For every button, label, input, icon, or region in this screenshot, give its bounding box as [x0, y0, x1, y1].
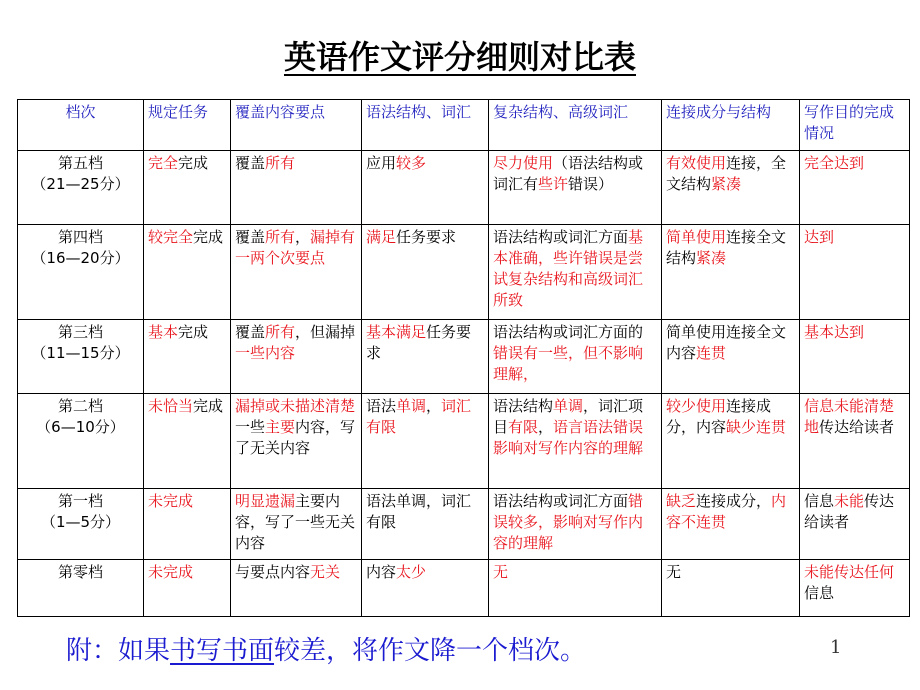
criteria-cell-coverage [231, 151, 362, 225]
cell-text: 任务要求 [366, 323, 472, 362]
footnote-prefix: 附：如果 [66, 636, 171, 666]
highlight-text: 太少 [396, 563, 427, 581]
highlight-text: 所有 [265, 228, 296, 246]
criteria-cell-purpose [800, 320, 910, 394]
cell-text: 语法结构或词汇方面 [493, 228, 629, 246]
level-score-range: （11—15分） [31, 344, 130, 362]
highlight-text: 满足 [366, 228, 397, 246]
highlight-text: 紧凑 [711, 175, 742, 193]
criteria-cell-task [144, 320, 231, 394]
page-number: 1 [830, 637, 842, 658]
level-cell [18, 560, 144, 617]
cell-text: 一些 [235, 418, 266, 436]
highlight-text: 达到 [804, 228, 835, 246]
criteria-cell-task [144, 394, 231, 489]
highlight-text: 漏掉有一两个次要点 [235, 228, 356, 267]
table-row [18, 225, 910, 320]
criteria-cell-grammar [362, 225, 489, 320]
level-name: 第三档 [57, 323, 103, 341]
criteria-cell-task [144, 151, 231, 225]
highlight-text: 所有 [265, 323, 296, 341]
footnote [66, 630, 586, 667]
highlight-text: 内容不连贯 [666, 492, 787, 531]
cell-text: 连接成分， [696, 492, 772, 510]
level-cell [18, 320, 144, 394]
criteria-cell-grammar [362, 489, 489, 560]
criteria-cell-coverage [231, 489, 362, 560]
table-row [18, 394, 910, 489]
cell-text: 无 [666, 563, 682, 581]
highlight-text: 尽力使用 [493, 154, 554, 172]
scoring-table [17, 99, 910, 617]
highlight-text: 未完成 [148, 563, 194, 581]
table-row [18, 151, 910, 225]
highlight-text: 紧凑 [696, 249, 727, 267]
highlight-text: 基本准确，些许错误是尝试复杂结构和高级词汇所致 [493, 228, 644, 309]
highlight-text: 较多 [396, 154, 427, 172]
criteria-cell-complex [489, 560, 662, 617]
criteria-cell-cohesion [662, 151, 800, 225]
criteria-cell-complex [489, 320, 662, 394]
criteria-cell-cohesion [662, 225, 800, 320]
highlight-text: 主要 [265, 418, 296, 436]
cell-text: ，词汇项目 [493, 397, 644, 436]
highlight-text: 错误有一些，但不影响理解， [493, 344, 644, 383]
level-score-range: （21—25分） [31, 175, 130, 193]
level-name: 第一档 [57, 492, 103, 510]
criteria-cell-coverage [231, 225, 362, 320]
criteria-cell-task [144, 225, 231, 320]
criteria-cell-coverage [231, 320, 362, 394]
page-title: 英语作文评分细则对比表 [283, 38, 636, 76]
cell-text: 传达给读者 [819, 418, 895, 436]
criteria-cell-complex [489, 394, 662, 489]
cell-text: ， [295, 228, 311, 246]
cell-text: 完成 [193, 397, 224, 415]
highlight-text: 错误较多，影响对写作内容的理解 [493, 492, 644, 552]
highlight-text: 一些内容 [235, 344, 296, 362]
criteria-cell-complex [489, 225, 662, 320]
highlight-text: 所有 [265, 154, 296, 172]
highlight-text: 未完成 [148, 492, 194, 510]
criteria-cell-purpose [800, 151, 910, 225]
criteria-cell-cohesion [662, 394, 800, 489]
highlight-text: 连贯 [696, 344, 727, 362]
criteria-cell-purpose [800, 489, 910, 560]
level-score-range: （1—5分） [40, 513, 121, 531]
cell-text: ，但漏掉 [295, 323, 356, 341]
highlight-text: 简单使用 [666, 228, 727, 246]
highlight-text: 较完全 [148, 228, 194, 246]
cell-text: 覆盖 [235, 323, 266, 341]
level-name: 第五档 [57, 154, 103, 172]
highlight-text: 未能传达任何 [804, 563, 895, 581]
header-cohesion: 连接成分与结构 [662, 100, 800, 151]
criteria-cell-cohesion [662, 320, 800, 394]
footnote-suffix: 较差，将作文降一个档次。 [274, 636, 587, 666]
highlight-text: 未恰当 [148, 397, 194, 415]
header-level: 档次 [18, 100, 144, 151]
cell-text: 语法单调，词汇有限 [366, 492, 472, 531]
highlight-text: 语言语法错误影响对写作内容的理解 [493, 418, 644, 457]
cell-text: 应用 [366, 154, 397, 172]
highlight-text: 基本达到 [804, 323, 865, 341]
header-purpose: 写作目的完成情况 [800, 100, 910, 151]
cell-text: 信息 [804, 492, 835, 510]
cell-text: 与要点内容 [235, 563, 311, 581]
cell-text: 主要内容，写了一些无关内容 [235, 492, 356, 552]
criteria-cell-grammar [362, 151, 489, 225]
cell-text: ， [426, 397, 442, 415]
cell-text: 覆盖 [235, 228, 266, 246]
level-score-range: （6—10分） [36, 418, 125, 436]
criteria-cell-task [144, 489, 231, 560]
highlight-text: 缺少连贯 [726, 418, 787, 436]
criteria-cell-grammar [362, 320, 489, 394]
criteria-cell-purpose [800, 394, 910, 489]
criteria-cell-cohesion [662, 560, 800, 617]
footnote-underlined: 书写书面 [170, 636, 275, 666]
criteria-cell-purpose [800, 225, 910, 320]
criteria-cell-complex [489, 151, 662, 225]
criteria-cell-cohesion [662, 489, 800, 560]
cell-text: 完成 [193, 228, 224, 246]
cell-text: 语法结构或词汇方面 [493, 492, 629, 510]
cell-text: 覆盖 [235, 154, 266, 172]
level-cell [18, 489, 144, 560]
highlight-text: 词汇有限 [366, 397, 472, 436]
highlight-text: 无关 [310, 563, 341, 581]
criteria-cell-coverage [231, 560, 362, 617]
criteria-cell-purpose [800, 560, 910, 617]
cell-text: 语法结构 [493, 397, 554, 415]
header-coverage: 覆盖内容要点 [231, 100, 362, 151]
table-row [18, 560, 910, 617]
cell-text: ， [538, 418, 554, 436]
highlight-text: 完全达到 [804, 154, 865, 172]
highlight-text: 有效使用 [666, 154, 727, 172]
header-grammar: 语法结构、词汇 [362, 100, 489, 151]
cell-text: 连接，全文结构 [666, 154, 787, 193]
highlight-text: 漏掉或未描述清楚 [235, 397, 356, 415]
table-row [18, 320, 910, 394]
highlight-text: 完全 [148, 154, 179, 172]
highlight-text: 基本满足 [366, 323, 427, 341]
cell-text: （语法结构或词汇有 [493, 154, 644, 193]
table-header-row [18, 100, 910, 151]
highlight-text: 有限 [508, 418, 539, 436]
criteria-cell-complex [489, 489, 662, 560]
level-score-range: （16—20分） [31, 249, 130, 267]
header-task: 规定任务 [144, 100, 231, 151]
highlight-text: 未能 [834, 492, 865, 510]
level-cell [18, 394, 144, 489]
table-row [18, 489, 910, 560]
highlight-text: 明显遗漏 [235, 492, 296, 510]
cell-text: 内容 [366, 563, 397, 581]
level-cell [18, 151, 144, 225]
cell-text: 内容，写了无关内容 [235, 418, 356, 457]
highlight-text: 信息未能清楚地 [804, 397, 895, 436]
cell-text: 传达给读者 [804, 492, 895, 531]
highlight-text: 无 [493, 563, 509, 581]
highlight-text: 基本 [148, 323, 179, 341]
header-complex: 复杂结构、高级词汇 [489, 100, 662, 151]
criteria-cell-grammar [362, 394, 489, 489]
cell-text: 完成 [178, 323, 209, 341]
highlight-text: 较少使用 [666, 397, 727, 415]
level-name: 第四档 [57, 228, 103, 246]
highlight-text: 缺乏 [666, 492, 697, 510]
highlight-text: 些许 [538, 175, 569, 193]
cell-text: 语法 [366, 397, 397, 415]
cell-text: 简单使用连接全文内容 [666, 323, 787, 362]
criteria-cell-task [144, 560, 231, 617]
level-name: 第零档 [57, 563, 103, 581]
highlight-text: 单调 [396, 397, 427, 415]
cell-text: 连接成分，内容 [666, 397, 772, 436]
criteria-cell-grammar [362, 560, 489, 617]
highlight-text: 单调 [553, 397, 584, 415]
cell-text: 连接全文结构 [666, 228, 787, 267]
cell-text: 完成 [178, 154, 209, 172]
cell-text: 任务要求 [396, 228, 457, 246]
cell-text: 信息 [804, 584, 835, 602]
criteria-cell-coverage [231, 394, 362, 489]
level-name: 第二档 [57, 397, 103, 415]
cell-text: 错误） [568, 175, 614, 193]
level-cell [18, 225, 144, 320]
cell-text: 语法结构或词汇方面的 [493, 323, 644, 341]
